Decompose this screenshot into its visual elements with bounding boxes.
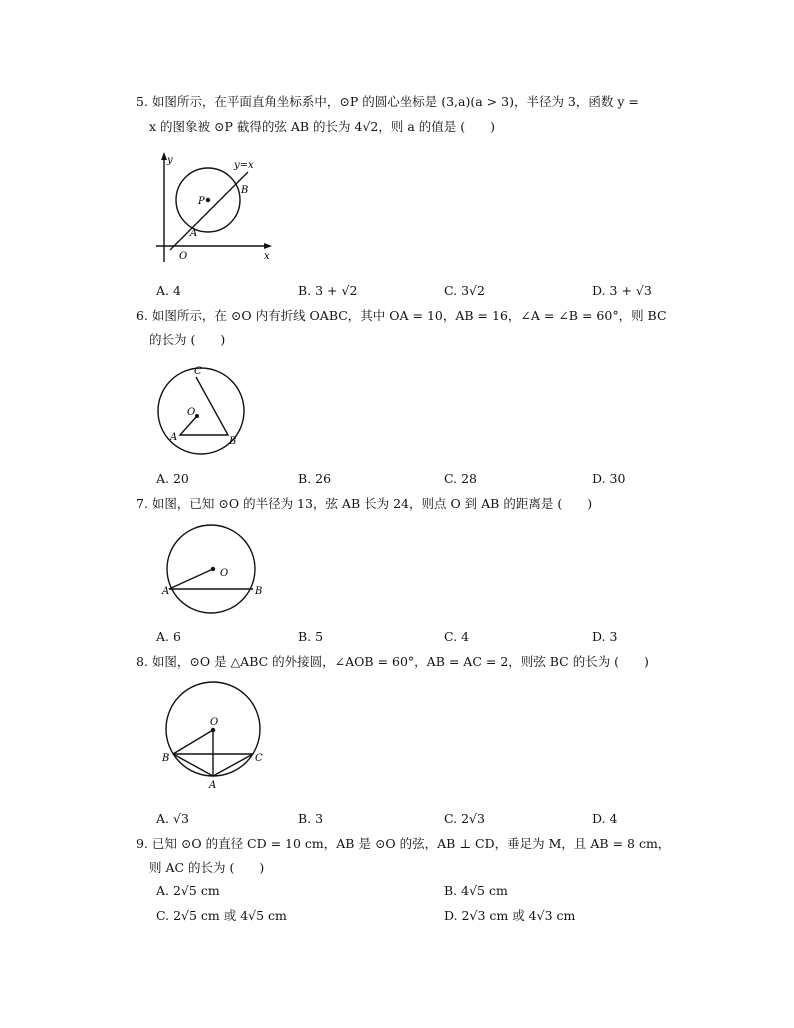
q8-option-a[interactable]: A. √3 (156, 811, 189, 826)
label-a: A (209, 780, 217, 791)
q5-text-line1: 5. 如图所示，在平面直角坐标系中，⊙P 的圆心坐标是 (3,a)(a > 3)，半径为 3，函数 y = (136, 94, 639, 109)
q5-option-c[interactable]: C. 3√2 (444, 283, 485, 298)
label-a: A (170, 432, 178, 443)
label-y: y (167, 155, 173, 166)
radius-oa (169, 569, 213, 589)
label-b: B (229, 436, 237, 447)
q9-option-b[interactable]: B. 4√5 cm (444, 883, 508, 898)
label-x: x (264, 251, 270, 262)
label-a: A (190, 228, 198, 239)
chord-ac (213, 754, 253, 776)
label-o: O (179, 251, 188, 262)
q9-option-c[interactable]: C. 2√5 cm 或 4√5 cm (156, 908, 287, 923)
q7-options (156, 629, 716, 645)
q6-option-a[interactable]: A. 20 (156, 471, 189, 486)
line-y-equals-x (170, 172, 248, 250)
center-point-o (195, 414, 199, 418)
q5-option-a[interactable]: A. 4 (156, 283, 181, 298)
q6-option-b[interactable]: B. 26 (298, 471, 332, 486)
center-point-o (211, 567, 215, 571)
q9-text-line1: 9. 已知 ⊙O 的直径 CD = 10 cm，AB 是 ⊙O 的弦，AB ⊥ CD，垂足为 M，且 AB = 8 cm， (136, 836, 671, 851)
q7-text-line1: 7. 如图，已知 ⊙O 的半径为 13，弦 AB 长为 24，则点 O 到 AB 的距离是 ( ) (136, 496, 593, 511)
q7-option-d[interactable]: D. 3 (592, 629, 618, 644)
q7-option-a[interactable]: A. 6 (156, 629, 181, 644)
label-a: A (162, 586, 170, 597)
q5-option-b[interactable]: B. 3 + √2 (298, 283, 358, 298)
radius-ob (173, 730, 213, 754)
q9-options-row2 (156, 908, 716, 924)
q8-figure (158, 678, 268, 796)
q9-option-a[interactable]: A. 2√5 cm (156, 883, 220, 898)
label-b: B (255, 586, 263, 597)
q6-option-d[interactable]: D. 30 (592, 471, 626, 486)
label-p: P (198, 196, 205, 207)
q8-option-b[interactable]: B. 3 (298, 811, 324, 826)
q7-option-b[interactable]: B. 5 (298, 629, 324, 644)
label-c: C (194, 366, 202, 377)
q6-text-line1: 6. 如图所示，在 ⊙O 内有折线 OABC，其中 OA = 10，AB = 16，∠A = ∠B = 60°，则 BC (136, 308, 667, 323)
q9-option-d[interactable]: D. 2√3 cm 或 4√3 cm (444, 908, 576, 923)
q6-option-c[interactable]: C. 28 (444, 471, 477, 486)
center-point-o (211, 728, 215, 732)
label-line: y=x (234, 160, 254, 171)
label-o: O (187, 407, 196, 418)
q6-figure (150, 362, 260, 457)
q5-options (156, 283, 716, 299)
q6-text-line2: 的长为 ( ) (149, 332, 226, 347)
q5-option-d[interactable]: D. 3 + √3 (592, 283, 652, 298)
q7-figure (158, 522, 268, 617)
q6-options (156, 471, 716, 487)
q5-figure (150, 150, 280, 265)
q8-option-c[interactable]: C. 2√3 (444, 811, 485, 826)
label-b: B (241, 185, 249, 196)
q5-text-line2: x 的图象被 ⊙P 截得的弦 AB 的长为 4√2，则 a 的值是 ( ) (149, 119, 495, 134)
polyline-oabc (180, 377, 228, 435)
label-o: O (210, 717, 219, 728)
q8-options (156, 811, 716, 827)
q7-option-c[interactable]: C. 4 (444, 629, 470, 644)
q9-text-line2: 则 AC 的长为 ( ) (149, 860, 265, 875)
center-point-p (206, 198, 210, 202)
chord-ab (173, 754, 213, 776)
label-b: B (162, 753, 170, 764)
q8-option-d[interactable]: D. 4 (592, 811, 618, 826)
label-c: C (255, 753, 263, 764)
q9-options-row1 (156, 883, 716, 899)
q8-text-line1: 8. 如图，⊙O 是 △ABC 的外接圆，∠AOB = 60°，AB = AC = 2，则弦 BC 的长为 ( ) (136, 654, 649, 669)
label-o: O (220, 568, 229, 579)
